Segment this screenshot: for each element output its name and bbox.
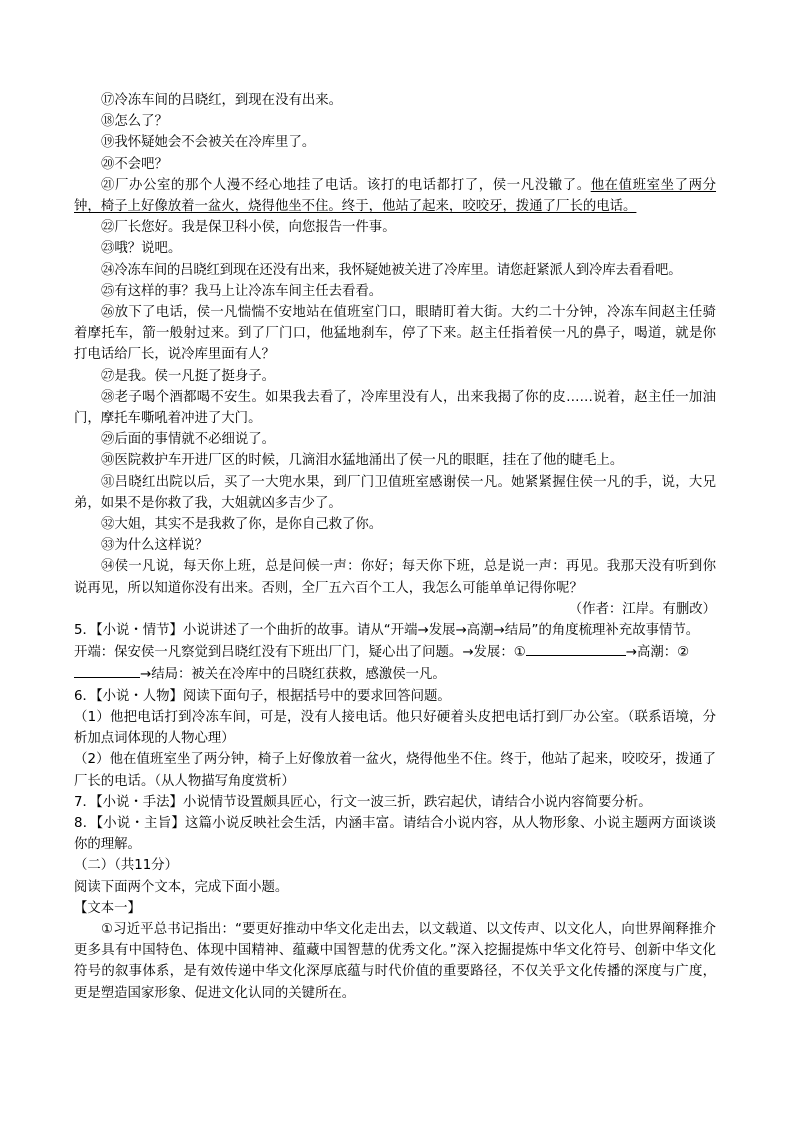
paragraph-29: ㉙后面的事情就不必细说了。 (101, 432, 276, 448)
text-1-title: 【文本一】 (74, 900, 141, 916)
paragraph-21 (74, 175, 716, 217)
paragraph-24: ㉔冷冻车间的吕晓红到现在还没有出来，我怀疑她被关进了冷库里。请您赶紧派人到冷库去看看吧。 (101, 262, 682, 278)
paragraph-19: ⑲我怀疑她会不会被关在冷库里了。 (101, 135, 316, 151)
answer-blank-1[interactable] (526, 641, 626, 656)
question-5-line2: →结局：被关在冷库中的吕晓红获救，感激侯一凡。 (140, 667, 446, 683)
paragraph-25: ㉕有这样的事？我马上让冷冻车间主任去看看。 (101, 283, 383, 299)
reading-instruction: 阅读下面两个文本，完成下面小题。 (74, 879, 289, 895)
answer-blank-2[interactable] (74, 663, 140, 678)
question-5-stem: 5．【小说・情节】小说讲述了一个曲折的故事。请从“开端→发展→高潮→结局”的角度梳理补充故事情节。 (74, 623, 700, 639)
paragraph-28: ㉘老子喝个酒都喝不安生。如果我去看了，冷库里没有人，出来我揭了你的皮……说着，赵主任一加油门，摩托车嘶吼着冲进了大门。 (74, 389, 716, 427)
question-8: 8．【小说・主旨】这篇小说反映社会生活，内涵丰富。请结合小说内容，从人物形象、小说主题两方面谈谈你的理解。 (74, 815, 716, 853)
question-6-stem: 6．【小说・人物】阅读下面句子，根据括号中的要求回答问题。 (74, 688, 451, 704)
paragraph-32: ㉜大姐，其实不是我救了你，是你自己救了你。 (101, 517, 383, 533)
paragraph-23: ㉓哦？说吧。 (101, 241, 182, 257)
paragraph-18: ⑱怎么了？ (101, 114, 168, 130)
paragraph-27: ㉗是我。侯一凡挺了挺身子。 (101, 368, 276, 384)
document-page (74, 90, 716, 1004)
paragraph-20: ⑳不会吧？ (101, 156, 168, 172)
paragraph-17: ⑰冷冻车间的吕晓红，到现在没有出来。 (101, 93, 343, 108)
question-5-answer-line (74, 641, 716, 685)
paragraph-31: ㉛吕晓红出院以后，买了一大兜水果，到厂门卫值班室感谢侯一凡。她紧紧握住侯一凡的手，说，大兄弟，如果不是你救了我，大姐就凶多吉少了。 (74, 474, 716, 511)
text-1-paragraph-1: ①习近平总书记指出：“要更好推动中华文化走出去，以文载道、以文传声、以文化人，向世界阐释推介更多具有中国特色、体现中国精神、蕴藏中国智慧的优秀文化。”深入挖掘提炼中华文化符号、创新中华文化符号的叙事体系，是有效传递中华文化深厚底蕴与时代价值的重要路径，不仅关乎文化传播的深度与广度，更是塑造国家形象、促进文化认同的关键所在。 (74, 921, 716, 1001)
paragraph-33: ㉝为什么这样说？ (101, 538, 209, 554)
question-5-line1: 开端：保安侯一凡察觉到吕晓红没有下班出厂门，疑心出了问题。→发展：① (74, 645, 526, 661)
paragraph-22: ㉒厂长您好。我是保卫科小侯，向您报告一件事。 (101, 220, 396, 236)
section-2-heading: （二）（共11分） (74, 858, 179, 874)
question-6-sub-2: （2）他在值班室坐了两分钟，椅子上好像放着一盆火，烧得他坐不住。终于，他站了起来，咬咬牙，拨通了厂长的电话。（从人物描写角度赏析） (74, 752, 716, 789)
question-5-line1b: →高潮：② (625, 645, 690, 661)
paragraph-34: ㉞侯一凡说，每天你上班，总是问候一声：你好；每天你下班，总是说一声：再见。我那天没有听到你说再见，所以知道你没有出来。否则，全厂五六百个工人，我怎么可能单单记得你呢？ (74, 559, 716, 596)
question-6-sub-1: （1）他把电话打到冷冻车间，可是，没有人接电话。他只好硬着头皮把电话打到厂办公室。（联系语境，分析加点词体现的人物心理） (74, 709, 716, 747)
question-7: 7．【小说・手法】小说情节设置颇具匠心，行文一波三折，跌宕起伏，请结合小说内容简要分析。 (74, 794, 652, 810)
source-attribution: （作者：江岸。有删改） (568, 601, 716, 617)
paragraph-21-text: ㉑厂办公室的那个人漫不经心地挂了电话。该打的电话都打了，侯一凡没辙了。 (101, 177, 591, 193)
paragraph-26: ㉖放下了电话，侯一凡惴惴不安地站在值班室门口，眼睛盯着大街。大约二十分钟，冷冻车间赵主任骑着摩托车，箭一般射过来。到了厂门口，他猛地刹车，停了下来。赵主任指着侯一凡的鼻子，喝道，就是你打电话给厂长，说冷库里面有人？ (74, 305, 716, 363)
underlined-sentence: 他在值班室坐了两分钟，椅子上好像放着一盆火，烧得他坐不住。终于，他站了起来，咬咬牙，拨通了厂长的电话。 (74, 177, 717, 215)
paragraph-30: ㉚医院救护车开进厂区的时候，几滴泪水猛地涌出了侯一凡的眼眶，挂在了他的睫毛上。 (101, 453, 624, 469)
